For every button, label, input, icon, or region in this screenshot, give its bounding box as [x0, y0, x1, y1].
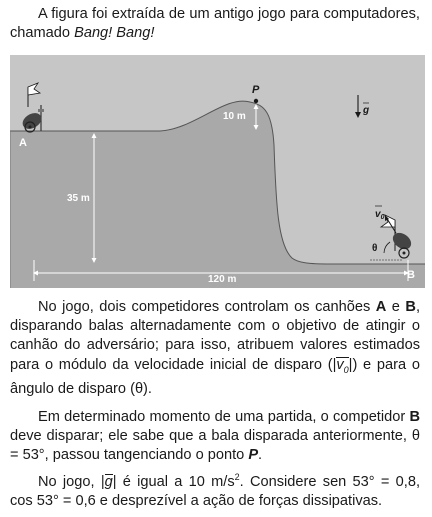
g-vector: g	[105, 473, 113, 492]
gravity-label: g	[363, 105, 370, 116]
point-p-label: P	[252, 84, 260, 96]
v0-vector: $v_0$	[336, 356, 348, 380]
paragraph-2: Em determinado momento de uma partida, o competidor B deve disparar; ele sabe que a bala disparada anteriormente, θ = 53°, passou tangenciando o ponto P.	[10, 409, 420, 464]
game-name: Bang! Bang!	[74, 25, 155, 42]
paragraph-1: No jogo, dois competidores controlam os canhões A e B, disparando balas alternadamente com o objetivo de atingir o canhão do adversário; para isso, atribuem valores estimados para o módulo da velocidade inicial de disparo $(|v_0|)$ e para o ângulo de disparo (θ).	[10, 299, 420, 397]
dim-35m-label: 35 m	[67, 193, 90, 204]
game-figure	[10, 55, 425, 288]
paragraph-3: No jogo, |g| é igual a 10 $m/s^2$. Considere sen 53° = 0,8, cos 53° = 0,6 e desprezível a ação de forças dissipativas.	[10, 472, 421, 510]
angle-label: θ	[372, 243, 378, 254]
point-b-label: B	[407, 269, 415, 281]
point-p-marker	[254, 99, 258, 103]
intro-paragraph	[10, 5, 420, 43]
point-a-label: A	[19, 137, 27, 149]
dim-120m-label: 120 m	[208, 274, 237, 285]
intro-text: A figura foi extraída de um antigo jogo para computadores, chamado	[10, 6, 420, 42]
dim-10m-label: 10 m	[223, 111, 246, 122]
velocity-label: $v_0$	[375, 209, 385, 221]
